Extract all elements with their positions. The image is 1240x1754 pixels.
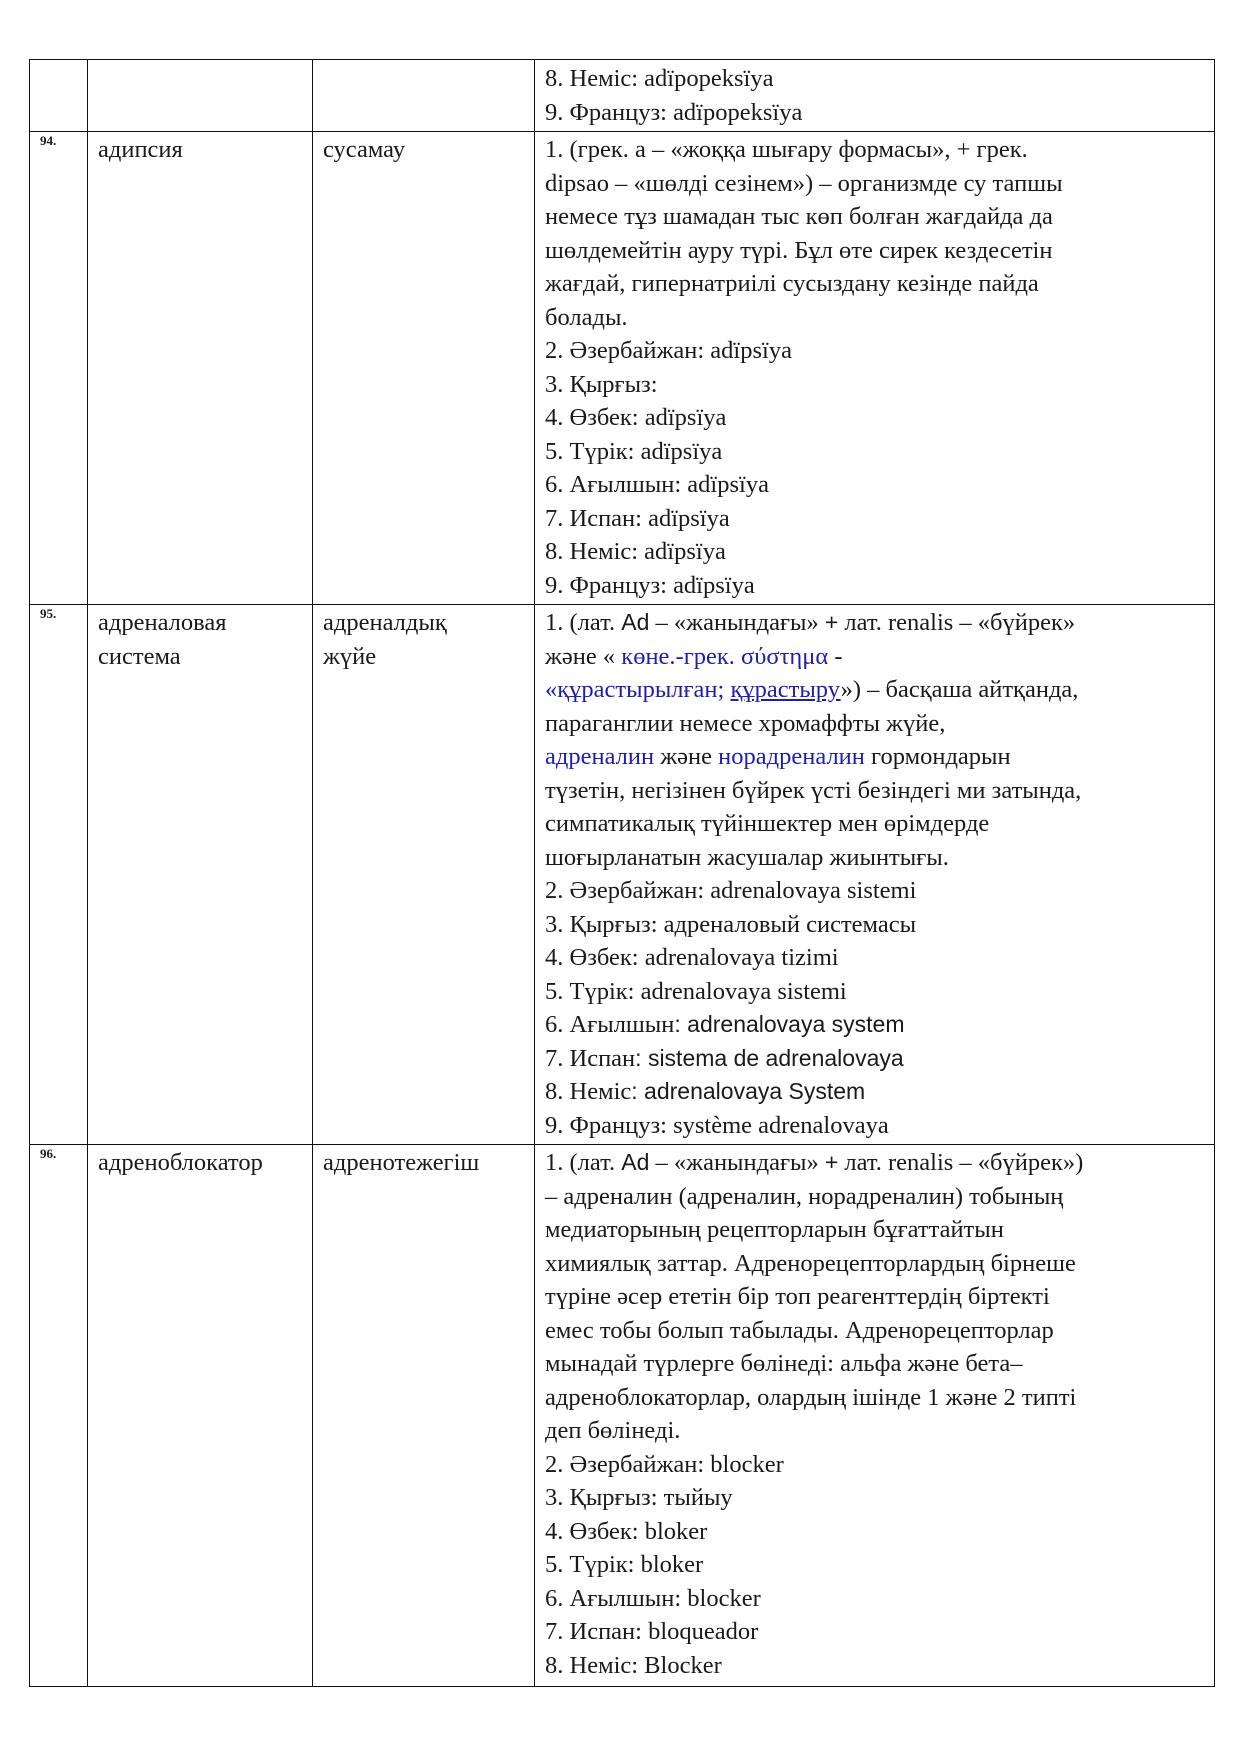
number-cell xyxy=(30,60,88,132)
kazakh-term-cell: адренотежегіш xyxy=(313,1145,535,1687)
definition-line: адреналин және норадреналин гормондарын xyxy=(545,743,1011,770)
definition-cell xyxy=(535,132,1215,605)
definition-line: dipsao – «шөлді сезінем») – организмде су тапшы xyxy=(545,169,1063,197)
definition-line: 4. Өзбек: bloker xyxy=(545,1517,708,1545)
definition-line: 2. Әзербайжан: adrenalovaya sistemi xyxy=(545,877,917,904)
definition-line: – адреналин (адреналин, норадреналин) тобының xyxy=(545,1182,1064,1210)
definition-line: 2. Әзербайжан: blocker xyxy=(545,1450,784,1478)
definition-line: түзетін, негізінен бүйрек үсті безіндегі ми затында, xyxy=(545,776,1082,804)
definition-line: 5. Түрік: adrenalovaya sistemi xyxy=(545,977,847,1005)
definition-line: түріне әсер ететін бір топ реагенттердің біртекті xyxy=(545,1283,1050,1310)
definition-line: 3. Қырғыз: xyxy=(545,370,658,398)
definition-line: 5. Түрік: bloker xyxy=(545,1551,704,1578)
noradrenaline-link[interactable]: норадреналин xyxy=(718,743,865,770)
definition-line: 4. Өзбек: adïpsïya xyxy=(545,404,727,431)
definition-line: 4. Өзбек: adrenalovaya tizimi xyxy=(545,944,839,971)
definition-line: болады. xyxy=(545,303,628,331)
definition-line: 8. Неміс: adrenalovaya System xyxy=(545,1078,866,1105)
table-row xyxy=(30,60,1215,132)
definition-line: 9. Француз: adïpsïya xyxy=(545,571,755,599)
adrenaline-link[interactable]: адреналин xyxy=(545,743,655,770)
definition-line: және « көне.-грек. σύστημα - xyxy=(545,642,843,670)
definition-line: 6. Ағылшын: adïpsïya xyxy=(545,471,769,498)
definition-line: 9. Француз: système adrenalovaya xyxy=(545,1111,889,1139)
kazakh-term-line: адреналдық xyxy=(323,609,447,636)
definition-cell xyxy=(535,605,1215,1145)
definition-line: 9. Француз: adïpopeksïya xyxy=(545,98,803,126)
greek-term-link[interactable]: көне.-грек. σύστημα xyxy=(621,642,829,670)
russian-term-cell: адипсия xyxy=(88,132,313,605)
definition-line: медиаторының рецепторларын бұғаттайтын xyxy=(545,1216,1004,1243)
number-cell: 96. xyxy=(30,1145,88,1687)
definition-line: 8. Неміс: Blocker xyxy=(545,1651,722,1679)
definition-line: 6. Ағылшын: blocker xyxy=(545,1584,761,1612)
dictionary-table xyxy=(29,59,1215,1687)
definition-line: 8. Неміс: adïpopeksïya xyxy=(545,65,774,92)
definition-line: химиялық заттар. Адренорецепторлардың бірнеше xyxy=(545,1249,1076,1277)
russian-term-cell: адреноблокатор xyxy=(88,1145,313,1687)
definition-cell xyxy=(535,60,1215,132)
definition-line: «құрастырылған; құрастыру») – басқаша айтқанда, xyxy=(545,676,1079,703)
table-row xyxy=(30,605,1215,1145)
russian-term-line: система xyxy=(98,642,181,670)
definition-line: шөлдемейтін ауру түрі. Бұл өте сирек кездесетін xyxy=(545,236,1053,264)
definition-cell xyxy=(535,1145,1215,1687)
kazakh-term-cell xyxy=(313,605,535,1145)
definition-line: шоғырланатын жасушалар жиынтығы. xyxy=(545,843,949,871)
definition-line: адреноблокаторлар, олардың ішінде 1 және 2 типті xyxy=(545,1383,1077,1411)
definition-line: жағдай, гипернатриiлі сусыздану кезінде пайда xyxy=(545,270,1039,297)
definition-line: 7. Испан: adïpsïya xyxy=(545,504,730,532)
definition-line: 7. Испан: bloqueador xyxy=(545,1618,759,1645)
definition-line: 6. Ағылшын: adrenalovaya system xyxy=(545,1011,905,1038)
number-cell: 95. xyxy=(30,605,88,1145)
definition-line: 7. Испан: sistema de adrenalovaya xyxy=(545,1044,904,1072)
definition-line: 8. Неміс: adïpsïya xyxy=(545,538,726,565)
number-cell: 94. xyxy=(30,132,88,605)
table-row xyxy=(30,1145,1215,1687)
definition-line: 1. (грек. а – «жоққа шығару формасы», + грек. xyxy=(545,136,1028,163)
definition-line: симпатикалық түйіншектер мен өрімдерде xyxy=(545,810,990,837)
definition-line: мынадай түрлерге бөлінеді: альфа және бета– xyxy=(545,1350,1023,1377)
definition-line: 3. Қырғыз: тыйыу xyxy=(545,1484,733,1511)
definition-line: 2. Әзербайжан: adïpsïya xyxy=(545,337,792,364)
construct-link[interactable]: құрастыру xyxy=(730,676,841,703)
russian-term-cell xyxy=(88,605,313,1145)
russian-term-cell xyxy=(88,60,313,132)
kazakh-term-cell: сусамау xyxy=(313,132,535,605)
definition-line: 1. (лат. Ad – «жанындағы» + лат. renalis – «бүйрек») xyxy=(545,1149,1084,1176)
table-row xyxy=(30,132,1215,605)
definition-line: параганглии немесе хромаффты жүйе, xyxy=(545,709,946,737)
kazakh-term-cell xyxy=(313,60,535,132)
definition-line: 5. Түрік: adïpsïya xyxy=(545,437,723,465)
russian-term-line: адреналовая xyxy=(98,609,227,636)
kazakh-term-line: жүйе xyxy=(323,642,377,670)
definition-line: деп бөлінеді. xyxy=(545,1417,681,1444)
constructed-link[interactable]: «құрастырылған; xyxy=(545,676,731,703)
definition-line: немесе тұз шамадан тыс көп болған жағдайда да xyxy=(545,203,1053,230)
definition-line: емес тобы болып табылады. Адренорецепторлар xyxy=(545,1316,1054,1344)
definition-line: 1. (лат. Ad – «жанындағы» + лат. renalis – «бүйрек» xyxy=(545,609,1076,636)
definition-line: 3. Қырғыз: адреналовый системасы xyxy=(545,910,917,938)
